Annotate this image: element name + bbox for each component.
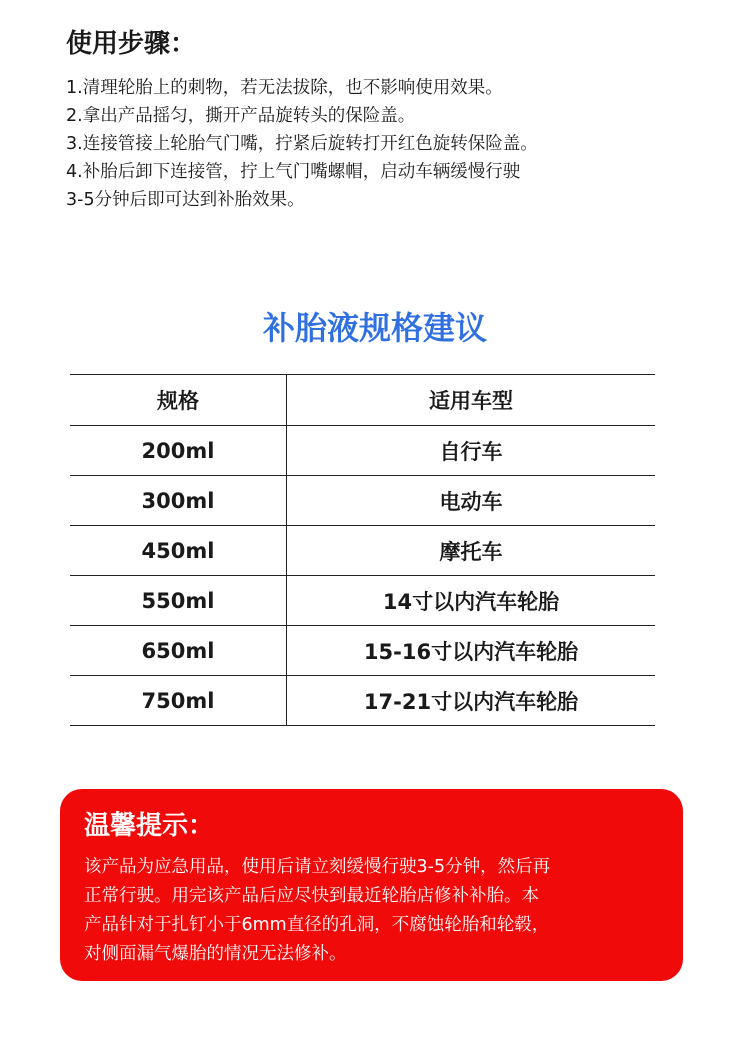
table-row (70, 426, 655, 476)
tip-text (84, 853, 661, 969)
vehicle-cell: 电动车 (287, 476, 656, 526)
spec-cell: 200ml (70, 426, 287, 476)
usage-step: 4.补胎后卸下连接管，拧上气门嘴螺帽，启动车辆缓慢行驶 (66, 162, 521, 182)
table-row (70, 476, 655, 526)
spec-cell: 650ml (70, 626, 287, 676)
column-header-vehicle: 适用车型 (287, 375, 656, 426)
usage-steps-list (66, 74, 726, 214)
table-header-row (70, 375, 655, 426)
spec-cell: 300ml (70, 476, 287, 526)
spec-cell: 550ml (70, 576, 287, 626)
usage-step: 2.拿出产品摇匀，撕开产品旋转头的保险盖。 (66, 106, 416, 126)
tip-line: 产品针对于扎钉小于6mm直径的孔洞，不腐蚀轮胎和轮毂， (84, 915, 550, 935)
vehicle-cell: 17-21寸以内汽车轮胎 (287, 676, 656, 726)
vehicle-cell: 自行车 (287, 426, 656, 476)
table-row (70, 526, 655, 576)
tip-line: 该产品为应急用品，使用后请立刻缓慢行驶3-5分钟，然后再 (84, 857, 551, 877)
column-header-spec: 规格 (70, 375, 287, 426)
spec-cell: 750ml (70, 676, 287, 726)
warm-tip-box (60, 789, 683, 981)
tip-line: 对侧面漏气爆胎的情况无法修补。 (84, 944, 347, 964)
tip-line: 正常行驶。用完该产品后应尽快到最近轮胎店修补补胎。本 (84, 886, 539, 906)
usage-section (66, 26, 726, 214)
spec-table (70, 374, 655, 726)
usage-heading: 使用步骤： (66, 29, 197, 59)
tip-heading: 温馨提示： (84, 811, 215, 841)
spec-table-title: 补胎液规格建议 (262, 309, 487, 347)
vehicle-cell: 摩托车 (287, 526, 656, 576)
usage-step: 1.清理轮胎上的刺物，若无法拔除，也不影响使用效果。 (66, 78, 503, 98)
table-row (70, 576, 655, 626)
spec-cell: 450ml (70, 526, 287, 576)
usage-step: 3.连接管接上轮胎气门嘴，拧紧后旋转打开红色旋转保险盖。 (66, 134, 538, 154)
usage-step: 3-5分钟后即可达到补胎效果。 (66, 190, 305, 210)
table-row (70, 676, 655, 726)
table-row (70, 626, 655, 676)
vehicle-cell: 14寸以内汽车轮胎 (287, 576, 656, 626)
vehicle-cell: 15-16寸以内汽车轮胎 (287, 626, 656, 676)
